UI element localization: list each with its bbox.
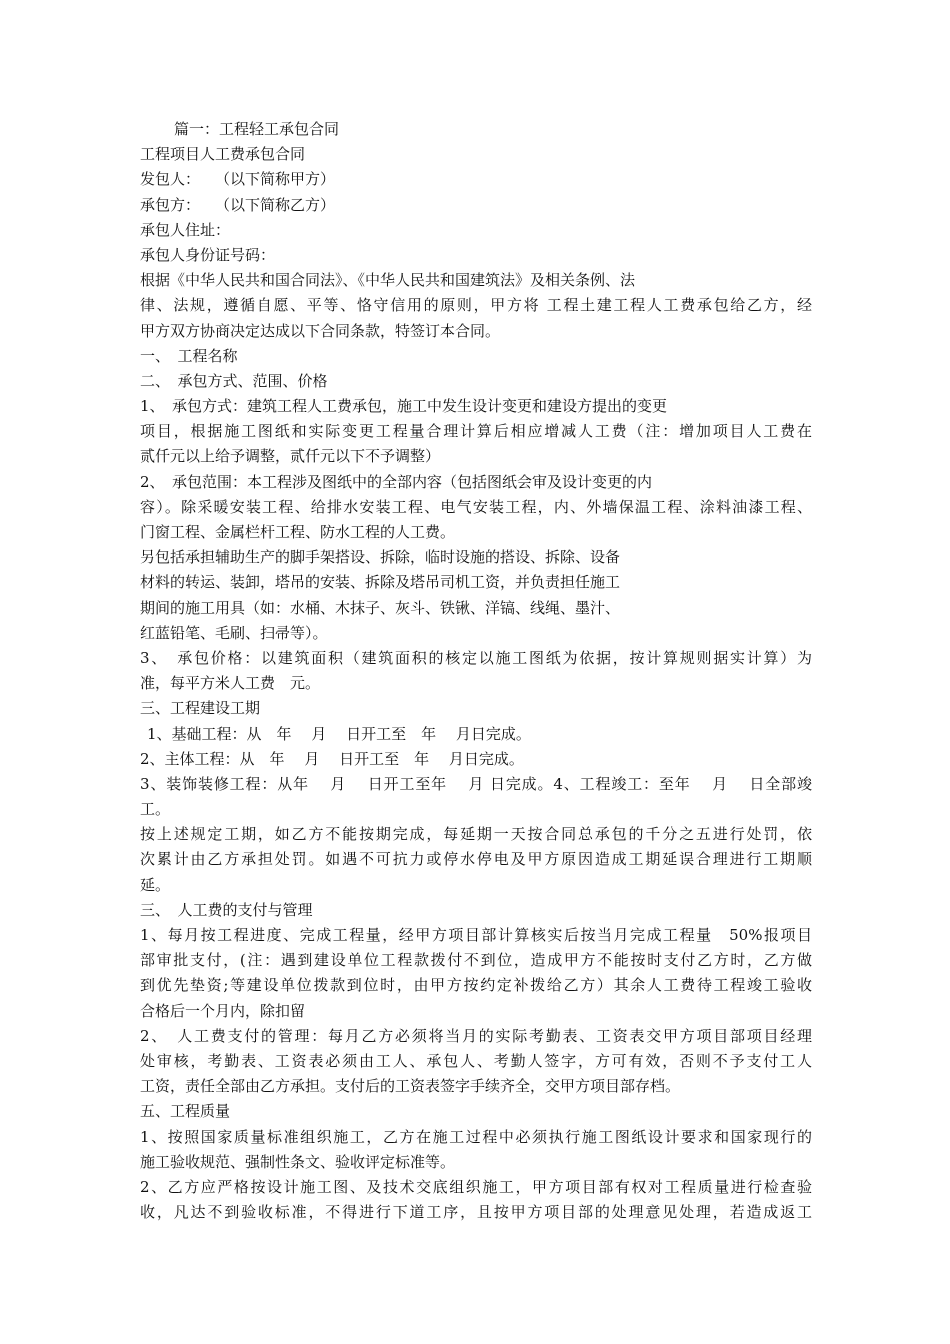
body-line: 1、 承包方式：建筑工程人工费承包，施工中发生设计变更和建设方提出的变更 [140,397,668,416]
contractor-id-line: 承包人身份证号码： [140,245,276,264]
body-line: 贰仟元以上给予调整，贰仟元以下不予调整） [140,447,441,466]
body-line: 根据《中华人民共和国合同法》、《中华人民共和国建筑法》及相关条例、法 [140,271,636,290]
body-line: 工资，责任全部由乙方承担。支付后的工资表签字手续齐全，交甲方项目部存档。 [140,1077,681,1096]
section-heading: 二、 承包方式、范围、价格 [140,371,328,390]
body-line: 施工验收规范、强制性条文、验收评定标准等。 [140,1152,456,1171]
body-line: 按上述规定工期，如乙方不能按期完成，每延期一天按合同总承包的千分之五进行处罚，依 [140,825,812,844]
body-line: 1、按照国家质量标准组织施工，乙方在施工过程中必须执行施工图纸设计要求和国家现行的 [140,1127,812,1146]
section-heading: 五、工程质量 [140,1102,231,1121]
body-line: 律、法规，遵循自愿、平等、恪守信用的原则，甲方将 工程土建工程人工费承包给乙方，经 [140,296,812,315]
contractor-address-line: 承包人住址： [140,220,231,239]
body-line: 3、 承包价格：以建筑面积（建筑面积的核定以施工图纸为依据，按计算规则据实计算）为 [140,648,812,667]
schedule-line: 1、基础工程：从 年 月 日开工至 年 月日完成。 [147,724,531,743]
body-line: 甲方双方协商决定达成以下合同条款，特签订本合同。 [140,321,501,340]
contract-heading: 工程项目人工费承包合同 [140,145,306,164]
body-line: 2、 承包范围：本工程涉及图纸中的全部内容（包括图纸会审及设计变更的内 [140,472,653,491]
schedule-line: 工。 [140,800,171,819]
body-line: 2、 人工费支付的管理：每月乙方必须将当月的实际考勤表、工资表交甲方项目部项目经理 [140,1026,812,1045]
section-heading: 三、 人工费的支付与管理 [140,900,313,919]
section-heading: 三、工程建设工期 [140,699,261,718]
body-line: 项目，根据施工图纸和实际变更工程量合理计算后相应增减人工费（注：增加项目人工费在 [140,422,812,441]
body-line: 准，每平方米人工费 元。 [140,674,321,693]
party-b-line: 承包方： （以下简称乙方） [140,195,336,214]
document-title: 篇一：工程轻工承包合同 [174,120,340,138]
document-body [140,117,812,1225]
party-a-line: 发包人： （以下简称甲方） [140,170,336,189]
schedule-line: 2、主体工程：从 年 月 日开工至 年 月日完成。 [140,749,524,768]
body-line: 1、每月按工程进度、完成工程量，经甲方项目部计算核实后按当月完成工程量 50%报项目 [140,926,812,944]
body-line: 2、乙方应严格按设计施工图、及技术交底组织施工，甲方项目部有权对工程质量进行检查验 [140,1177,812,1196]
body-line: 红蓝铅笔、毛刷、扫帚等）。 [140,623,328,642]
body-line: 另包括承担辅助生产的脚手架搭设、拆除，临时设施的搭设、拆除、设备 [140,548,621,567]
body-line: 部审批支付，(注：遇到建设单位工程款拨付不到位，造成甲方不能按时支付乙方时，乙方做 [140,951,812,970]
body-line: 次累计由乙方承担处罚。如遇不可抗力或停水停电及甲方原因造成工期延误合理进行工期顺 [140,850,812,869]
body-line: 到优先垫资;等建设单位拨款到位时，由甲方按约定补拨给乙方）其余人工费待工程竣工验收 [140,976,812,995]
body-line: 门窗工程、金属栏杆工程、防水工程的人工费。 [140,523,456,541]
body-line: 材料的转运、装卸，塔吊的安装、拆除及塔吊司机工资，并负责担任施工 [140,573,621,592]
section-heading: 一、 工程名称 [140,346,238,365]
schedule-line: 3、装饰装修工程：从年 月 日开工至年 月 日完成。4、工程竣工：至年 月 日全部竣 [140,774,812,793]
body-line: 容）。除采暖安装工程、给排水安装工程、电气安装工程，内、外墙保温工程、涂料油漆工程、 [140,497,812,516]
body-line: 期间的施工用具（如：水桶、木抹子、灰斗、铁锹、洋镐、线绳、墨汁、 [140,598,621,617]
body-line: 合格后一个月内，除扣留 [140,1001,306,1020]
body-line: 收，凡达不到验收标准，不得进行下道工序，且按甲方项目部的处理意见处理，若造成返工 [140,1203,812,1222]
body-line: 延。 [140,875,171,894]
body-line: 处审核，考勤表、工资表必须由工人、承包人、考勤人签字，方可有效，否则不予支付工人 [140,1051,812,1070]
